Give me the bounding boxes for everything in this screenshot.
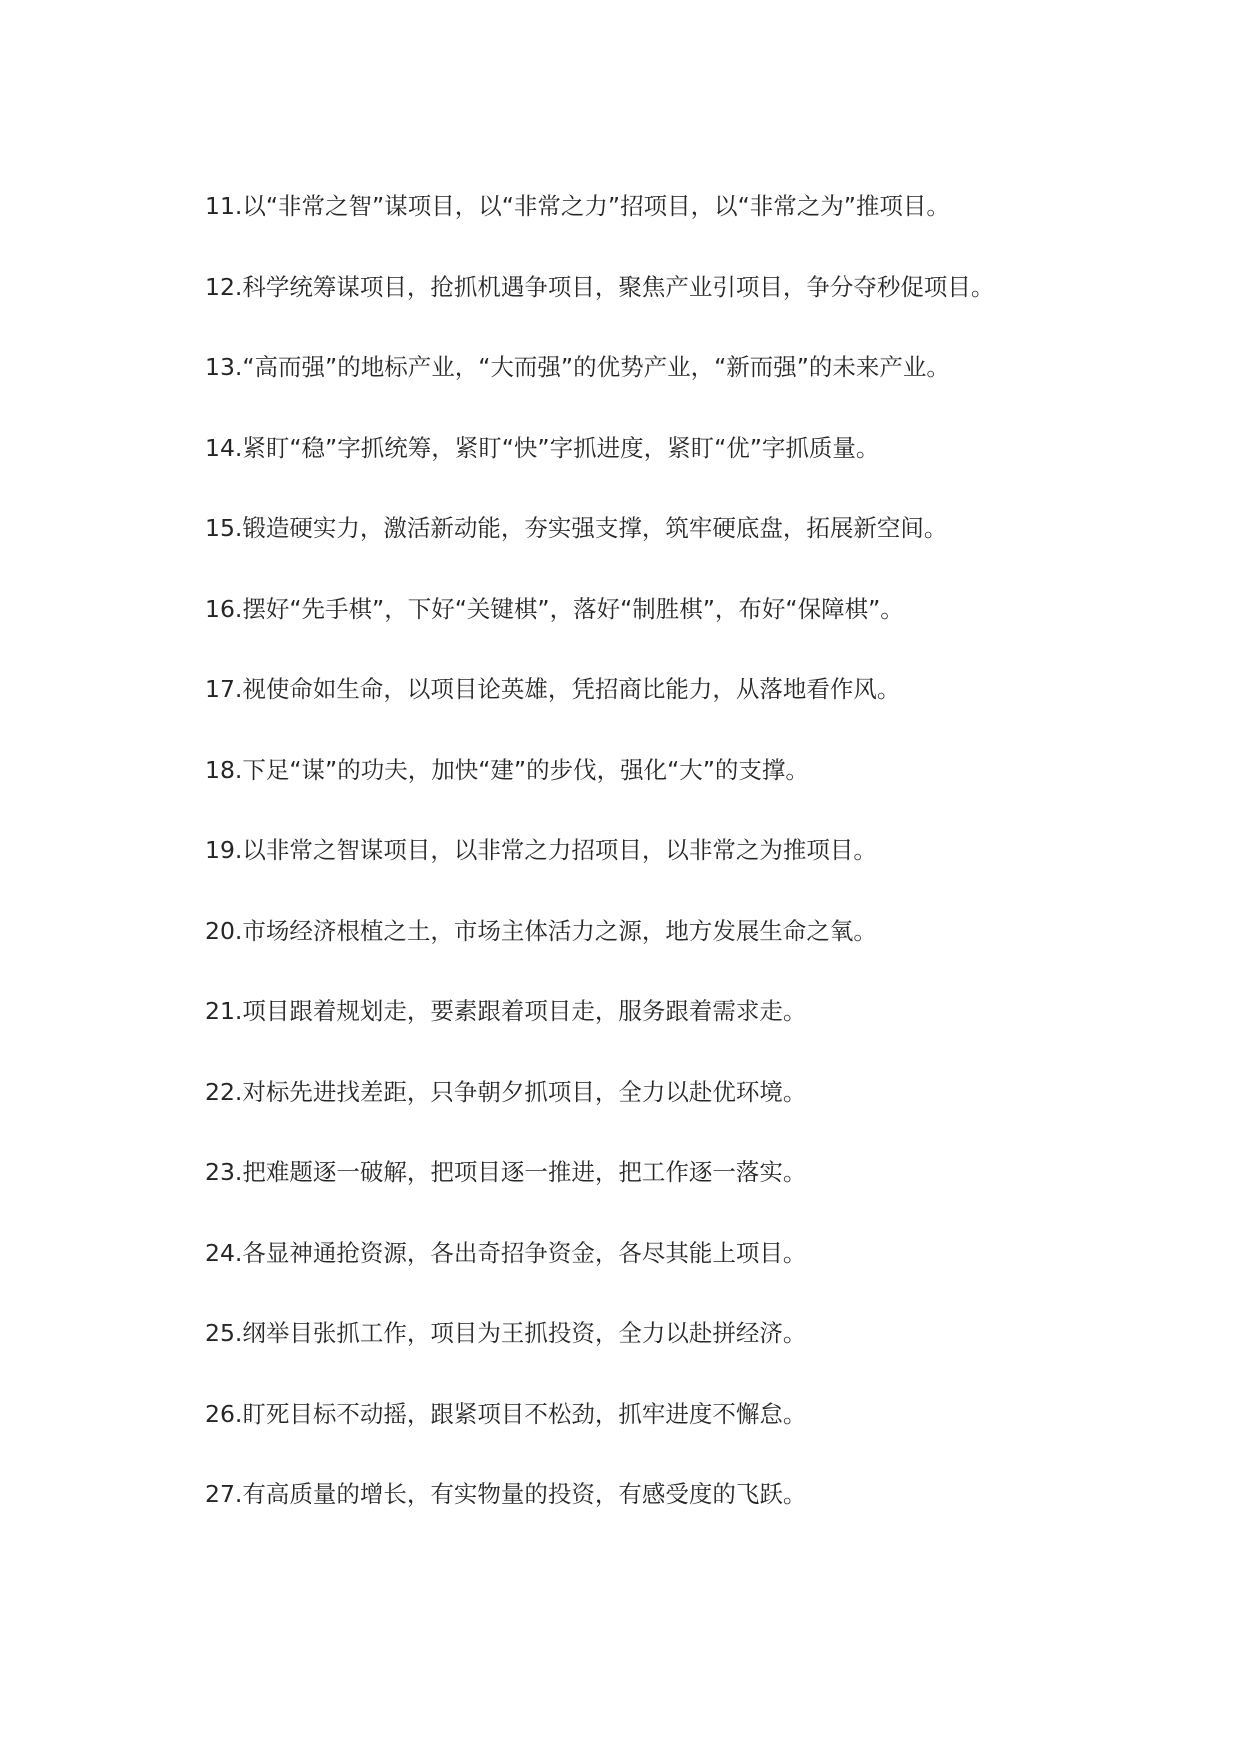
item-text: 紧盯“稳”字抓统筹，紧盯“快”字抓进度，紧盯“优”字抓质量。	[242, 433, 880, 462]
list-item	[205, 1156, 1105, 1237]
item-text: 盯死目标不动摇，跟紧项目不松劲，抓牢进度不懈怠。	[242, 1399, 807, 1428]
item-text: 锻造硬实力，激活新动能，夯实强支撑，筑牢硬底盘，拓展新空间。	[242, 514, 948, 542]
item-text: 有高质量的增长，有实物量的投资，有感受度的飞跃。	[242, 1480, 807, 1508]
item-number: 14.	[205, 433, 243, 462]
list-item	[205, 271, 1105, 352]
item-text: 把难题逐一破解，把项目逐一推进，把工作逐一落实。	[242, 1158, 807, 1186]
item-text: 摆好“先手棋”，下好“关键棋”，落好“制胜棋”，布好“保障棋”。	[242, 594, 904, 623]
list-item	[205, 754, 1105, 835]
list-item	[205, 995, 1105, 1076]
item-text: 科学统筹谋项目，抢抓机遇争项目，聚焦产业引项目，争分夺秒促项目。	[242, 272, 995, 301]
item-text: 纲举目张抓工作，项目为王抓投资，全力以赴拼经济。	[242, 1319, 807, 1347]
list-item	[205, 1076, 1105, 1157]
list-item	[205, 834, 1105, 915]
item-number: 11.	[205, 192, 243, 220]
item-text: 以非常之智谋项目，以非常之力招项目，以非常之为推项目。	[242, 836, 877, 864]
item-text: 以“非常之智”谋项目，以“非常之力”招项目，以“非常之为”推项目。	[242, 192, 950, 220]
item-number: 13.	[205, 353, 243, 381]
item-number: 16.	[205, 594, 243, 623]
item-number: 26.	[205, 1399, 243, 1428]
item-number: 24.	[205, 1238, 243, 1267]
item-number: 23.	[205, 1158, 243, 1186]
item-number: 21.	[205, 997, 243, 1025]
item-text: 下足“谋”的功夫，加快“建”的步伐，强化“大”的支撑。	[242, 755, 809, 784]
list-item	[205, 190, 1105, 271]
list-item	[205, 512, 1105, 593]
list-item	[205, 1398, 1105, 1479]
item-text: 市场经济根植之土，市场主体活力之源，地方发展生命之氧。	[242, 916, 877, 945]
item-number: 17.	[205, 675, 243, 703]
list-item	[205, 673, 1105, 754]
list-item	[205, 915, 1105, 996]
item-number: 20.	[205, 916, 243, 945]
item-text: 各显神通抢资源，各出奇招争资金，各尽其能上项目。	[242, 1238, 807, 1267]
item-number: 12.	[205, 272, 243, 301]
item-number: 25.	[205, 1319, 243, 1347]
item-number: 15.	[205, 514, 243, 542]
list-item	[205, 432, 1105, 513]
item-number: 18.	[205, 755, 243, 784]
item-number: 22.	[205, 1077, 243, 1106]
slogan-list	[205, 190, 1105, 1559]
item-text: 对标先进找差距，只争朝夕抓项目，全力以赴优环境。	[242, 1077, 807, 1106]
list-item	[205, 1237, 1105, 1318]
list-item	[205, 1317, 1105, 1398]
item-text: “高而强”的地标产业，“大而强”的优势产业，“新而强”的未来产业。	[242, 353, 950, 381]
item-number: 19.	[205, 836, 243, 864]
item-text: 项目跟着规划走，要素跟着项目走，服务跟着需求走。	[242, 997, 807, 1025]
item-number: 27.	[205, 1480, 243, 1508]
item-text: 视使命如生命，以项目论英雄，凭招商比能力，从落地看作风。	[242, 675, 901, 703]
list-item	[205, 351, 1105, 432]
list-item	[205, 593, 1105, 674]
list-item	[205, 1478, 1105, 1559]
